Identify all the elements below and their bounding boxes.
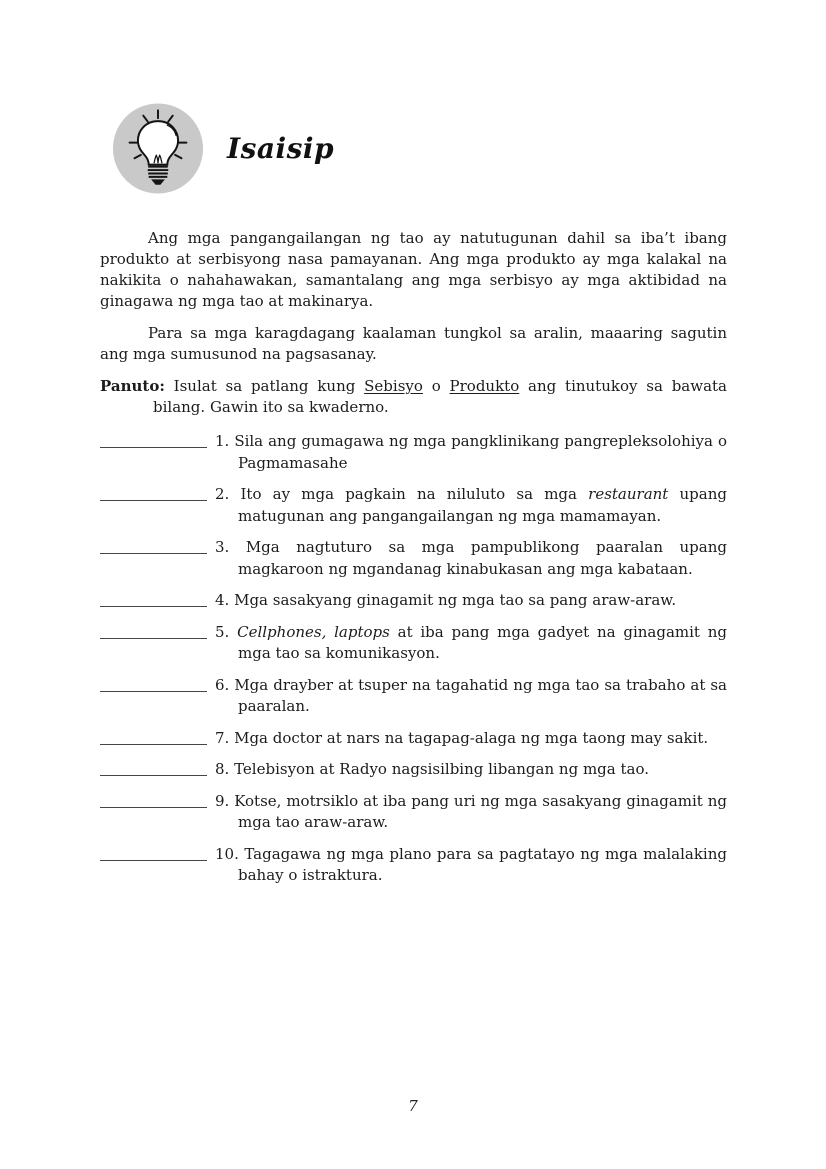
instructions-option-produkto: Produkto <box>449 377 520 395</box>
item-number: 2. <box>215 485 230 503</box>
item-7-text <box>215 728 727 750</box>
item-2-text <box>215 484 727 527</box>
item-3-text <box>215 537 727 580</box>
exercise-item-10 <box>100 844 727 887</box>
item-text-pre: Mga sasakyang ginagamit ng mga tao sa pang araw-araw. <box>234 591 677 609</box>
item-10-text <box>215 844 727 887</box>
exercise-item-7 <box>100 728 727 750</box>
exercise-item-8 <box>100 759 727 781</box>
answer-blank-8 <box>100 759 207 776</box>
instructions-connector: o <box>422 377 450 395</box>
instructions-text-end: ang tinutukoy sa bawata bilang. Gawin ito sa kwaderno. <box>153 377 727 416</box>
item-text-pre: Kotse, motrsiklo at iba pang uri ng mga sasakyang ginagamit ng mga tao araw-araw. <box>234 791 727 831</box>
item-6-text <box>215 675 727 718</box>
item-text-italic: restaurant <box>588 485 669 503</box>
exercise-item-4 <box>100 590 727 612</box>
item-number: 6. <box>215 675 230 694</box>
exercise-item-3 <box>100 537 727 580</box>
item-5-text <box>215 622 727 665</box>
exercise-item-5 <box>100 622 727 665</box>
item-number: 5. <box>215 622 230 641</box>
item-text-pre: Sila ang gumagawa ng mga pangklinikang pangrepleksolohiya o Pagmamasahe <box>234 432 727 472</box>
answer-blank-3 <box>100 537 207 554</box>
instructions-option-serbisyo: Sebisyo <box>364 377 423 395</box>
item-text-pre: Mga doctor at nars na tagapag-alaga ng mga taong may sakit. <box>234 728 709 747</box>
page-title: Isaisip <box>227 132 335 165</box>
lightbulb-icon <box>111 101 205 196</box>
answer-blank-1 <box>100 431 207 448</box>
exercise-list <box>100 431 727 887</box>
answer-blank-9 <box>100 791 207 808</box>
exercise-item-1 <box>100 431 727 474</box>
instructions-text: Isulat sa patlang kung <box>164 377 365 395</box>
item-4-text <box>215 590 727 612</box>
answer-blank-5 <box>100 622 207 639</box>
item-text-pre: Mga nagtuturo sa mga pampublikong paaralan upang magkaroon ng mgandanag kinabukasan ang mga kabataan. <box>238 538 727 578</box>
item-text-post: at iba pang mga gadyet na ginagamit ng mga tao sa komunikasyon. <box>238 622 727 662</box>
item-text-pre: Telebisyon at Radyo nagsisilbing libangan ng mga tao. <box>234 760 649 778</box>
item-number: 7. <box>215 728 230 747</box>
intro-paragraph-2: Para sa mga karagdagang kaalaman tungkol sa aralin, maaaring sagutin ang mga sumusunod na pagsasanay. <box>100 324 727 363</box>
item-1-text <box>215 431 727 474</box>
page-number: 7 <box>408 1097 418 1115</box>
item-number: 3. <box>215 538 230 556</box>
document-content <box>100 228 727 897</box>
item-9-text <box>215 791 727 834</box>
answer-blank-2 <box>100 484 207 501</box>
item-number: 10. <box>215 844 239 863</box>
item-number: 1. <box>215 432 230 450</box>
item-8-text <box>215 759 727 781</box>
instructions <box>100 376 727 418</box>
item-number: 8. <box>215 760 230 778</box>
answer-blank-6 <box>100 675 207 692</box>
section-header <box>111 101 334 196</box>
exercise-item-6 <box>100 675 727 718</box>
intro-paragraph-1: Ang mga pangangailangan ng tao ay natutugunan dahil sa iba’t ibang produkto at serbisyong nasa pamayanan. Ang mga produkto ay mga kalakal na nakikita o nahahawakan, samantalang ang mga serbisyo ay mga aktibidad na ginagawa ng mga tao at makinarya. <box>100 229 727 310</box>
item-text-italic: Cellphones, laptops <box>237 622 390 641</box>
answer-blank-7 <box>100 728 207 745</box>
item-number: 4. <box>215 591 230 609</box>
item-number: 9. <box>215 791 230 810</box>
exercise-item-2 <box>100 484 727 527</box>
item-text-pre: Tagagawa ng mga plano para sa pagtatayo ng mga malalaking bahay o istraktura. <box>238 844 727 884</box>
instructions-label: Panuto: <box>100 377 165 395</box>
item-text-pre: Ito ay mga pagkain na niluluto sa mga <box>240 485 589 503</box>
item-text-post: upang matugunan ang pangangailangan ng mga mamamayan. <box>238 485 727 525</box>
item-text-pre: Mga drayber at tsuper na tagahatid ng mga tao sa trabaho at sa paaralan. <box>234 675 727 715</box>
answer-blank-10 <box>100 844 207 861</box>
exercise-item-9 <box>100 791 727 834</box>
answer-blank-4 <box>100 590 207 607</box>
